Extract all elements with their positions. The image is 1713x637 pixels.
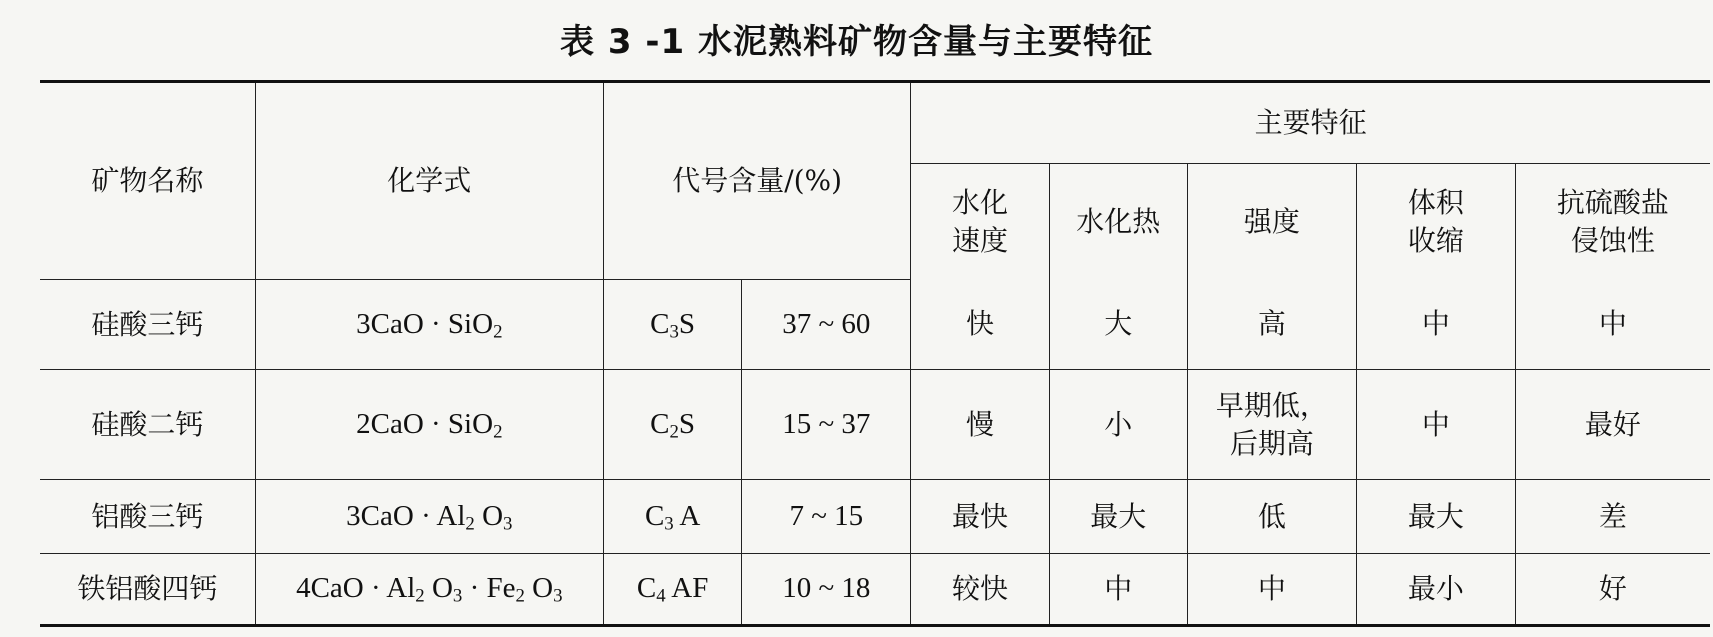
header-hydration-heat: 水化热 xyxy=(1049,164,1187,280)
hydration-heat-cell: 大 xyxy=(1049,280,1187,370)
code-cell: $C_3S$ xyxy=(603,280,741,370)
table-row xyxy=(40,370,1710,480)
code-cell: $C_3$ A xyxy=(603,480,741,554)
header-sulfate-resistance-line2: 侵蚀性 xyxy=(1570,223,1655,257)
content-percent-cell: 7 ~ 15 xyxy=(742,480,911,554)
strength-cell: 高 xyxy=(1187,280,1356,370)
sulfate-resistance-cell: 差 xyxy=(1515,480,1710,554)
strength-cell: 中 xyxy=(1187,554,1356,626)
table-body xyxy=(40,280,1710,626)
sulfate-resistance-cell: 好 xyxy=(1515,554,1710,626)
header-volume-shrinkage-line2: 收缩 xyxy=(1407,223,1464,257)
volume-shrinkage-cell: 最小 xyxy=(1356,554,1515,626)
chemical-formula-cell: $3CaO \cdot Al_2$ $O_3$ xyxy=(255,480,603,554)
mineral-table xyxy=(40,80,1710,627)
mineral-name-cell: 硅酸二钙 xyxy=(40,370,255,480)
table-row xyxy=(40,480,1710,554)
hydration-rate-cell: 慢 xyxy=(911,370,1049,480)
header-mineral-name: 矿物名称 xyxy=(40,82,255,280)
content-percent-cell: 15 ~ 37 xyxy=(742,370,911,480)
sulfate-resistance-cell: 中 xyxy=(1515,280,1710,370)
hydration-rate-cell: 较快 xyxy=(911,554,1049,626)
header-volume-shrinkage xyxy=(1356,164,1515,280)
chemical-formula-cell: 2CaO · SiO$_2$ xyxy=(255,370,603,480)
header-sulfate-resistance-line1: 抗硫酸盐 xyxy=(1556,185,1669,219)
header-strength: 强度 xyxy=(1187,164,1356,280)
volume-shrinkage-cell: 最大 xyxy=(1356,480,1515,554)
volume-shrinkage-cell: 中 xyxy=(1356,370,1515,480)
mineral-name-cell: 铁铝酸四钙 xyxy=(40,554,255,626)
mineral-name-cell: 硅酸三钙 xyxy=(40,280,255,370)
table-title: 表 3 -1 水泥熟料矿物含量与主要特征 xyxy=(560,22,1153,62)
hydration-heat-cell: 小 xyxy=(1049,370,1187,480)
content-percent-cell: 10 ~ 18 xyxy=(742,554,911,626)
volume-shrinkage-cell: 中 xyxy=(1356,280,1515,370)
header-hydration-rate-line1: 水化 xyxy=(951,185,1008,219)
mineral-name-cell: 铝酸三钙 xyxy=(40,480,255,554)
header-chemical-formula: 化学式 xyxy=(255,82,603,280)
code-cell: $C_4$ AF xyxy=(603,554,741,626)
code-cell: $C_2S$ xyxy=(603,370,741,480)
sulfate-resistance-cell: 最好 xyxy=(1515,370,1710,480)
chemical-formula-cell: $4CaO \cdot Al_2$ $O_3 \cdot Fe_2$ $O_3$ xyxy=(255,554,603,626)
header-hydration-rate-line2: 速度 xyxy=(951,223,1008,257)
header-volume-shrinkage-line1: 体积 xyxy=(1407,185,1464,219)
hydration-heat-cell: 最大 xyxy=(1049,480,1187,554)
header-sulfate-resistance xyxy=(1515,164,1710,280)
chemical-formula-cell: 3CaO · SiO$_2$ xyxy=(255,280,603,370)
table-row xyxy=(40,554,1710,626)
hydration-rate-cell: 快 xyxy=(911,280,1049,370)
hydration-rate-cell: 最快 xyxy=(911,480,1049,554)
hydration-heat-cell: 中 xyxy=(1049,554,1187,626)
header-main-features: 主要特征 xyxy=(911,82,1710,164)
header-hydration-rate xyxy=(911,164,1049,280)
strength-cell: 早期低， 后期高 xyxy=(1187,370,1356,480)
content-percent-cell: 37 ~ 60 xyxy=(742,280,911,370)
header-code-content: 代号含量/(%) xyxy=(603,82,910,280)
table-row xyxy=(40,280,1710,370)
strength-cell: 低 xyxy=(1187,480,1356,554)
